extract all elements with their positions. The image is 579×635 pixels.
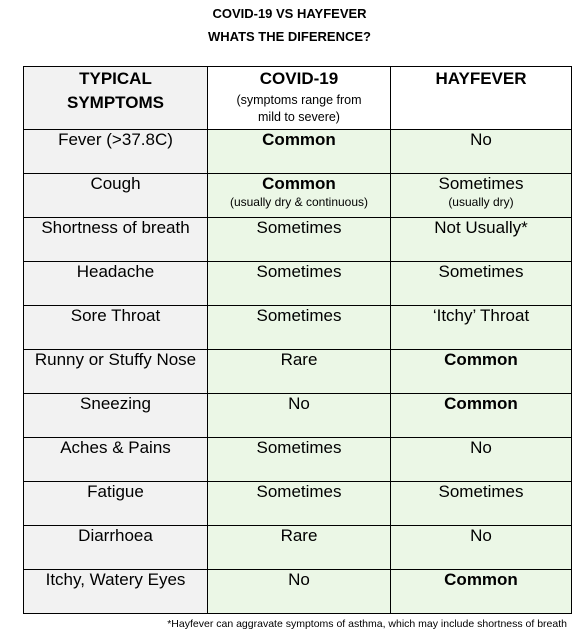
hayfever-value: No — [470, 526, 492, 545]
table-row — [24, 482, 572, 526]
table-row — [24, 438, 572, 482]
covid-value: Sometimes — [256, 306, 342, 325]
covid-value: Rare — [280, 350, 318, 369]
table-row — [24, 394, 572, 438]
table-row — [24, 526, 572, 570]
hayfever-value-cell — [391, 394, 572, 438]
hayfever-value-cell — [391, 570, 572, 614]
covid-value-cell — [208, 306, 391, 350]
page-title — [0, 2, 579, 48]
covid-value-cell — [208, 438, 391, 482]
covid-value-cell — [208, 350, 391, 394]
symptom-cell: Sore Throat — [24, 306, 208, 350]
table-row — [24, 174, 572, 218]
covid-value: Common — [262, 174, 336, 193]
symptoms-column-header — [24, 67, 208, 130]
covid-column-header — [208, 67, 391, 130]
hayfever-value: Sometimes — [438, 262, 524, 281]
hayfever-value-cell — [391, 306, 572, 350]
title-line-2: WHATS THE DIFERENCE? — [208, 29, 371, 44]
symptom-cell: Itchy, Watery Eyes — [24, 570, 208, 614]
covid-value-cell — [208, 218, 391, 262]
symptoms-header-line-1: TYPICAL — [79, 69, 152, 88]
covid-value-cell — [208, 570, 391, 614]
hayfever-value-cell — [391, 262, 572, 306]
symptom-cell: Aches & Pains — [24, 438, 208, 482]
symptom-cell: Headache — [24, 262, 208, 306]
covid-value: Rare — [280, 526, 318, 545]
hayfever-value: Common — [444, 350, 518, 369]
hayfever-value-note: (usually dry) — [448, 195, 514, 209]
symptom-cell: Diarrhoea — [24, 526, 208, 570]
covid-value-cell — [208, 394, 391, 438]
covid-value: Sometimes — [256, 482, 342, 501]
covid-value-note: (usually dry & continuous) — [229, 195, 369, 209]
hayfever-value: No — [470, 438, 492, 457]
covid-value: Common — [262, 130, 336, 149]
covid-value: Sometimes — [256, 438, 342, 457]
symptom-cell: Shortness of breath — [24, 218, 208, 262]
covid-value: No — [288, 394, 310, 413]
hayfever-value: No — [470, 130, 492, 149]
covid-value-cell — [208, 130, 391, 174]
hayfever-value-cell — [391, 130, 572, 174]
table-row — [24, 570, 572, 614]
hayfever-value-cell — [391, 482, 572, 526]
table-row — [24, 350, 572, 394]
comparison-table — [23, 66, 572, 614]
hayfever-value: Common — [444, 394, 518, 413]
title-line-1: COVID-19 VS HAYFEVER — [212, 6, 367, 21]
covid-value: No — [288, 570, 310, 589]
hayfever-value-cell — [391, 350, 572, 394]
hayfever-value-cell — [391, 218, 572, 262]
footnote: *Hayfever can aggravate symptoms of asthma, which may include shortness of breath — [167, 618, 567, 630]
hayfever-value-cell — [391, 438, 572, 482]
table-row — [24, 262, 572, 306]
symptoms-header-line-2: SYMPTOMS — [67, 93, 164, 112]
table-row — [24, 306, 572, 350]
hayfever-value: Sometimes — [438, 174, 524, 193]
covid-value-cell — [208, 174, 391, 218]
symptom-cell: Fatigue — [24, 482, 208, 526]
hayfever-value: ‘Itchy’ Throat — [432, 306, 530, 325]
symptom-cell: Cough — [24, 174, 208, 218]
table-body — [24, 130, 572, 614]
hayfever-header-title: HAYFEVER — [435, 69, 527, 88]
covid-value-cell — [208, 526, 391, 570]
covid-value: Sometimes — [256, 218, 342, 237]
hayfever-value: Common — [444, 570, 518, 589]
hayfever-value: Not Usually* — [434, 218, 528, 237]
hayfever-value: Sometimes — [438, 482, 524, 501]
table-row — [24, 130, 572, 174]
covid-value: Sometimes — [256, 262, 342, 281]
symptom-cell: Runny or Stuffy Nose — [24, 350, 208, 394]
hayfever-value-cell — [391, 174, 572, 218]
table-row — [24, 218, 572, 262]
hayfever-column-header — [391, 67, 572, 130]
header-row — [24, 67, 572, 130]
covid-value-cell — [208, 262, 391, 306]
covid-header-title: COVID-19 — [259, 69, 339, 88]
covid-header-sub-line-1: (symptoms range from — [236, 93, 362, 107]
symptom-cell: Fever (>37.8C) — [24, 130, 208, 174]
symptom-cell: Sneezing — [24, 394, 208, 438]
hayfever-value-cell — [391, 526, 572, 570]
covid-value-cell — [208, 482, 391, 526]
covid-header-sub-line-2: mild to severe) — [258, 110, 340, 124]
